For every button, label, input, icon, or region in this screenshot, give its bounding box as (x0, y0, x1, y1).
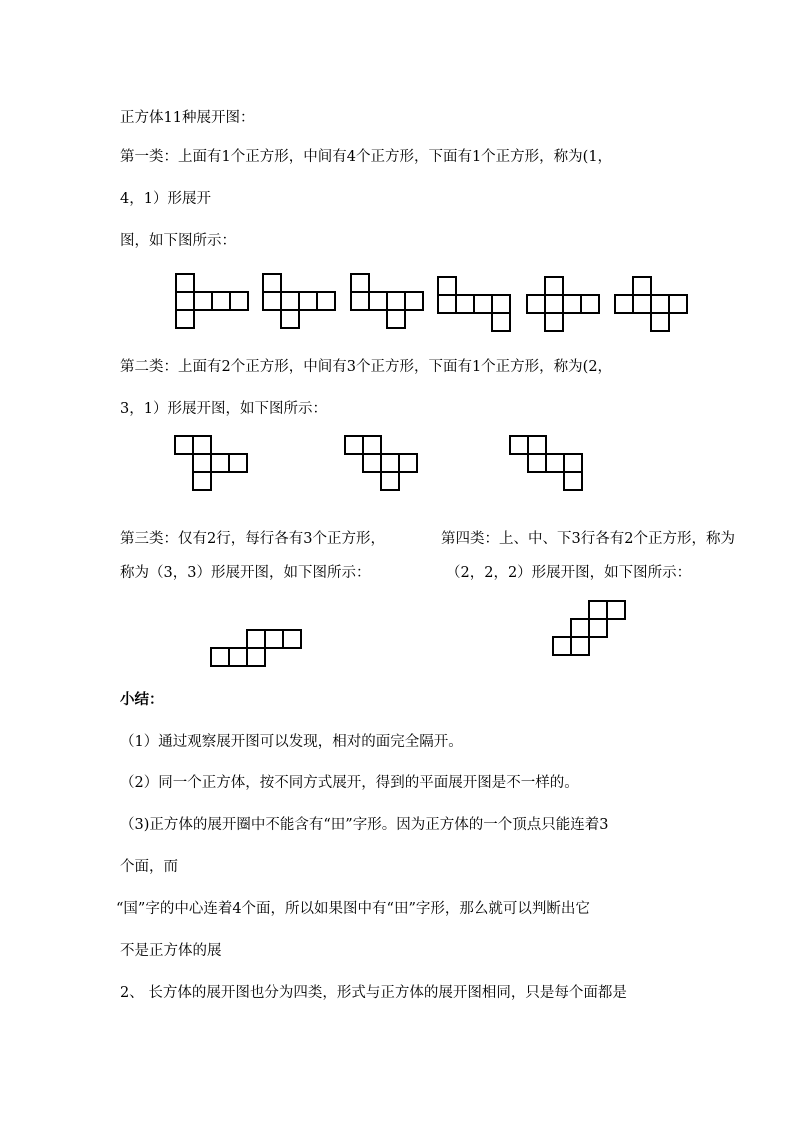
summary-point-3: （3)正方体的展开圈中不能含有“田”字形。因为正方体的一个顶点只能连着3 (120, 817, 609, 833)
net-141-f (615, 277, 687, 331)
summary-point-2: （2）同一个正方体，按不同方式展开，得到的平面展开图是不一样的。 (120, 775, 579, 791)
category2-text-cont: 3，1）形展开图，如下图所示： (120, 401, 327, 417)
item-2-text: 2、 长方体的展开图也分为四类，形式与正方体的展开图相同，只是每个面都是 (120, 985, 627, 1001)
net-231-c (510, 436, 582, 490)
summary-heading: 小结： (120, 691, 164, 708)
category4-text-cont: （2，2，2）形展开图，如下图所示： (446, 565, 692, 581)
net-231-a (175, 436, 247, 490)
net-231-b (345, 436, 417, 490)
net-141-e (527, 277, 599, 331)
page-title: 正方体11种展开图： (120, 110, 255, 126)
category2-text: 第二类：上面有2个正方形，中间有3个正方形，下面有1个正方形，称为(2， (120, 359, 613, 375)
summary-point-3-cont3: 不是正方体的展 (120, 943, 222, 959)
net-141-b (263, 274, 335, 328)
category1-text: 第一类：上面有1个正方形，中间有4个正方形，下面有1个正方形，称为(1， (120, 149, 613, 165)
net-141-a (176, 274, 248, 328)
net-141-c (351, 274, 423, 328)
category4-text: 第四类：上、中、下3行各有2个正方形，称为 (441, 531, 735, 547)
net-33 (211, 630, 301, 666)
summary-point-3-cont: 个面，而 (120, 859, 178, 875)
summary-point-1: （1）通过观察展开图可以发现，相对的面完全隔开。 (120, 734, 463, 750)
category1-text-cont: 4，1）形展开 (120, 191, 211, 207)
net-222 (553, 601, 625, 655)
summary-point-3-cont2: “国”字的中心连着4个面，所以如果图中有“田”字形，那么就可以判断出它 (116, 901, 590, 917)
category1-text-cont2: 图，如下图所示： (120, 233, 236, 249)
net-141-d (438, 277, 510, 331)
category3-text: 第三类：仅有2行，每行各有3个正方形， (120, 531, 385, 547)
category3-text-cont: 称为（3，3）形展开图，如下图所示： (120, 565, 371, 581)
